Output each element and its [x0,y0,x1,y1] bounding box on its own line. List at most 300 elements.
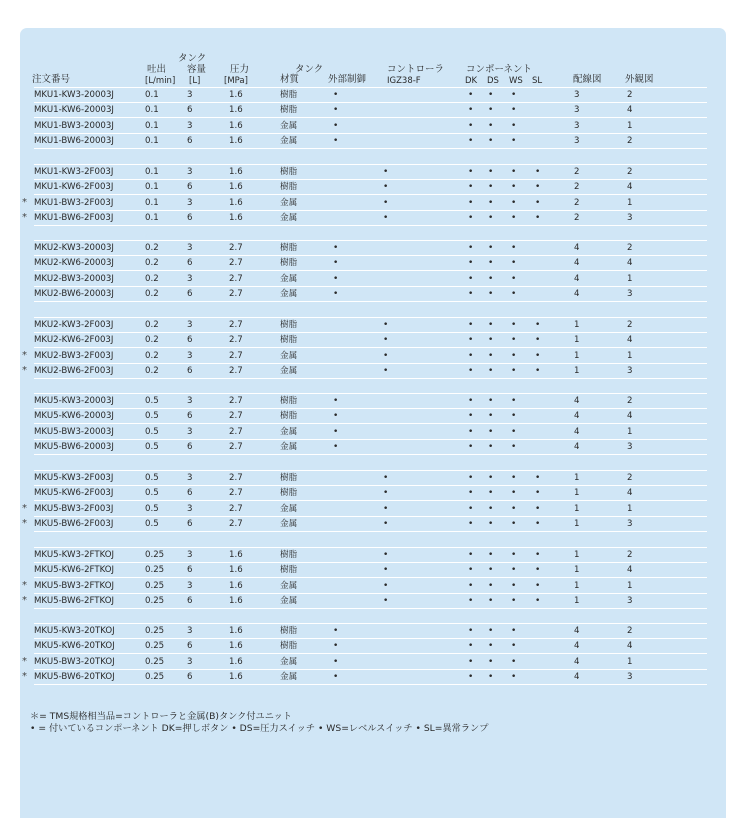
asterisk-marker: * [22,502,27,514]
table-row [34,639,707,654]
order-number-cell: MKU5-KW3-20TKOJ [34,626,115,636]
sl-dot-icon: • [535,518,541,529]
external-control-dot-icon: • [333,641,339,652]
ws-dot-icon: • [511,320,517,330]
wiring-diagram-cell: 1 [574,503,580,514]
appearance-diagram-cell: 1 [627,273,633,284]
table-row [22,594,707,609]
ws-dot-icon: • [511,411,517,422]
discharge-cell: 0.2 [145,335,159,346]
header-tank-capacity-top: タンク [178,53,207,64]
sl-dot-icon: • [535,488,541,499]
ds-dot-icon: • [488,595,494,606]
order-number-cell: MKU5-KW3-2F003J [34,473,114,483]
order-number-cell: MKU2-BW3-20003J [34,273,114,284]
wiring-diagram-cell: 1 [574,350,580,361]
ds-dot-icon: • [488,473,494,483]
capacity-cell: 3 [187,350,193,361]
controller-dot-icon: • [383,473,389,483]
dk-dot-icon: • [468,441,474,452]
order-number-cell: MKU5-KW6-2F003J [34,488,114,499]
appearance-diagram-cell: 2 [627,167,633,177]
order-number-cell: MKU5-KW3-20003J [34,396,114,406]
ds-dot-icon: • [488,565,494,576]
ds-dot-icon: • [488,335,494,346]
dk-dot-icon: • [468,656,474,667]
capacity-cell: 3 [187,626,193,636]
appearance-diagram-cell: 2 [627,90,633,100]
external-control-dot-icon: • [333,626,339,636]
tank-material-cell: 樹脂 [280,105,298,116]
pressure-cell: 2.7 [229,288,243,299]
sl-dot-icon: • [535,350,541,361]
dk-dot-icon: • [468,120,474,131]
table-row [34,486,707,501]
capacity-cell: 6 [187,641,193,652]
dk-dot-icon: • [468,258,474,269]
capacity-cell: 6 [187,488,193,499]
pressure-cell: 1.6 [229,197,243,208]
dk-dot-icon: • [468,426,474,437]
external-control-dot-icon: • [333,105,339,116]
table-row [34,119,707,134]
capacity-cell: 6 [187,518,193,529]
note-dot: • = 付いているコンポーネント DK=押しボタン • DS=圧力スイッチ • WS=レベルスイッチ • SL=異常ランプ [30,723,489,734]
pressure-cell: 2.7 [229,426,243,437]
controller-dot-icon: • [383,550,389,560]
ws-dot-icon: • [511,550,517,560]
wiring-diagram-cell: 4 [574,258,580,269]
sl-dot-icon: • [535,197,541,208]
header-capacity-unit: [L] [189,76,201,86]
external-control-dot-icon: • [333,90,339,100]
sl-dot-icon: • [535,580,541,591]
discharge-cell: 0.25 [145,656,165,667]
header-wiring-diagram: 配線図 [573,74,602,85]
ds-dot-icon: • [488,212,494,223]
ws-dot-icon: • [511,212,517,223]
discharge-cell: 0.5 [145,473,159,483]
discharge-cell: 0.5 [145,426,159,437]
capacity-cell: 3 [187,273,193,284]
dk-dot-icon: • [468,212,474,223]
pressure-cell: 1.6 [229,550,243,560]
ws-dot-icon: • [511,182,517,193]
table-row [34,333,707,348]
pressure-cell: 2.7 [229,320,243,330]
appearance-diagram-cell: 4 [627,488,633,499]
table-row [34,318,707,333]
asterisk-marker: * [22,670,27,682]
dk-dot-icon: • [468,518,474,529]
ws-dot-icon: • [511,167,517,177]
sl-dot-icon: • [535,550,541,560]
appearance-diagram-cell: 4 [627,641,633,652]
sl-dot-icon: • [535,212,541,223]
table-row [22,502,707,517]
appearance-diagram-cell: 3 [627,441,633,452]
capacity-cell: 6 [187,411,193,422]
table-row [34,88,707,103]
ws-dot-icon: • [511,258,517,269]
pressure-cell: 1.6 [229,105,243,116]
capacity-cell: 3 [187,90,193,100]
ws-dot-icon: • [511,473,517,483]
pressure-cell: 1.6 [229,90,243,100]
table-row [22,364,707,379]
table-row [34,425,707,440]
dk-dot-icon: • [468,197,474,208]
capacity-cell: 6 [187,212,193,223]
ds-dot-icon: • [488,350,494,361]
ds-dot-icon: • [488,105,494,116]
header-capacity: 容量 [187,64,207,75]
ds-dot-icon: • [488,243,494,253]
discharge-cell: 0.1 [145,167,159,177]
appearance-diagram-cell: 2 [627,473,633,483]
appearance-diagram-cell: 3 [627,288,633,299]
ds-dot-icon: • [488,441,494,452]
discharge-cell: 0.1 [145,135,159,146]
controller-dot-icon: • [383,167,389,177]
wiring-diagram-cell: 1 [574,335,580,346]
discharge-cell: 0.2 [145,350,159,361]
ws-dot-icon: • [511,488,517,499]
asterisk-marker: * [22,517,27,529]
appearance-diagram-cell: 4 [627,182,633,193]
order-number-cell: MKU2-KW3-20003J [34,243,114,253]
order-number-cell: MKU5-BW3-20TKOJ [34,656,115,667]
tank-material-cell: 金属 [280,197,298,208]
dk-dot-icon: • [468,503,474,514]
appearance-diagram-cell: 2 [627,626,633,636]
dk-dot-icon: • [468,671,474,682]
external-control-dot-icon: • [333,396,339,406]
discharge-cell: 0.25 [145,580,165,591]
controller-dot-icon: • [383,182,389,193]
dk-dot-icon: • [468,243,474,253]
tank-material-cell: 金属 [280,350,298,361]
capacity-cell: 3 [187,580,193,591]
pressure-cell: 1.6 [229,641,243,652]
ds-dot-icon: • [488,488,494,499]
pressure-cell: 1.6 [229,212,243,223]
wiring-diagram-cell: 4 [574,641,580,652]
tank-material-cell: 樹脂 [280,411,298,422]
discharge-cell: 0.2 [145,365,159,376]
discharge-cell: 0.25 [145,641,165,652]
wiring-diagram-cell: 3 [574,120,580,131]
dk-dot-icon: • [468,105,474,116]
ds-dot-icon: • [488,656,494,667]
header-pressure: 圧力 [230,64,250,75]
appearance-diagram-cell: 2 [627,135,633,146]
header-component: コンポーネント [466,64,533,75]
appearance-diagram-cell: 1 [627,580,633,591]
order-number-cell: MKU1-KW6-2F003J [34,182,114,193]
appearance-diagram-cell: 4 [627,565,633,576]
wiring-diagram-cell: 1 [574,320,580,330]
wiring-diagram-cell: 1 [574,518,580,529]
tank-material-cell: 樹脂 [280,396,298,406]
external-control-dot-icon: • [333,656,339,667]
wiring-diagram-cell: 1 [574,488,580,499]
sl-dot-icon: • [535,565,541,576]
table-row [34,272,707,287]
pressure-cell: 2.7 [229,441,243,452]
table-row [34,180,707,195]
ws-dot-icon: • [511,350,517,361]
appearance-diagram-cell: 3 [627,671,633,682]
wiring-diagram-cell: 4 [574,441,580,452]
header-ws: WS [509,76,523,86]
discharge-cell: 0.5 [145,518,159,529]
appearance-diagram-cell: 1 [627,503,633,514]
capacity-cell: 3 [187,243,193,253]
sl-dot-icon: • [535,320,541,330]
order-number-cell: MKU1-KW3-20003J [34,90,114,100]
asterisk-marker: * [22,349,27,361]
table-row [34,134,707,149]
tank-material-cell: 金属 [280,671,298,682]
discharge-cell: 0.1 [145,182,159,193]
discharge-cell: 0.2 [145,243,159,253]
spec-table-panel [20,28,726,818]
appearance-diagram-cell: 3 [627,595,633,606]
appearance-diagram-cell: 2 [627,320,633,330]
controller-dot-icon: • [383,503,389,514]
tank-material-cell: 金属 [280,426,298,437]
wiring-diagram-cell: 3 [574,135,580,146]
pressure-cell: 2.7 [229,411,243,422]
controller-dot-icon: • [383,320,389,330]
pressure-cell: 2.7 [229,273,243,284]
ds-dot-icon: • [488,120,494,131]
wiring-diagram-cell: 1 [574,565,580,576]
appearance-diagram-cell: 4 [627,335,633,346]
ds-dot-icon: • [488,426,494,437]
ws-dot-icon: • [511,518,517,529]
tank-material-cell: 樹脂 [280,565,298,576]
tank-material-cell: 金属 [280,120,298,131]
tank-material-cell: 金属 [280,273,298,284]
discharge-cell: 0.5 [145,411,159,422]
header-controller: コントローラ [387,64,445,75]
pressure-cell: 1.6 [229,580,243,591]
pressure-cell: 2.7 [229,473,243,483]
header-discharge-unit: [L/min] [145,76,176,86]
ws-dot-icon: • [511,426,517,437]
tank-material-cell: 樹脂 [280,243,298,253]
wiring-diagram-cell: 4 [574,656,580,667]
appearance-diagram-cell: 4 [627,105,633,116]
appearance-diagram-cell: 1 [627,656,633,667]
ds-dot-icon: • [488,320,494,330]
discharge-cell: 0.2 [145,320,159,330]
ds-dot-icon: • [488,671,494,682]
wiring-diagram-cell: 4 [574,411,580,422]
wiring-diagram-cell: 1 [574,595,580,606]
tank-material-cell: 金属 [280,135,298,146]
wiring-diagram-cell: 2 [574,212,580,223]
order-number-cell: MKU2-BW6-2F003J [34,365,114,376]
controller-dot-icon: • [383,518,389,529]
sl-dot-icon: • [535,167,541,177]
discharge-cell: 0.1 [145,120,159,131]
capacity-cell: 3 [187,503,193,514]
asterisk-marker: * [22,364,27,376]
order-number-cell: MKU1-KW6-20003J [34,105,114,116]
pressure-cell: 2.7 [229,258,243,269]
controller-dot-icon: • [383,488,389,499]
order-number-cell: MKU1-KW3-2F003J [34,167,114,177]
ws-dot-icon: • [511,626,517,636]
ds-dot-icon: • [488,626,494,636]
capacity-cell: 6 [187,441,193,452]
ws-dot-icon: • [511,120,517,131]
dk-dot-icon: • [468,288,474,299]
appearance-diagram-cell: 1 [627,350,633,361]
order-number-cell: MKU1-BW6-2F003J [34,212,114,223]
controller-dot-icon: • [383,350,389,361]
pressure-cell: 2.7 [229,365,243,376]
order-number-cell: MKU5-BW6-2FTKOJ [34,595,114,606]
dk-dot-icon: • [468,580,474,591]
table-row [34,471,707,486]
controller-dot-icon: • [383,595,389,606]
ds-dot-icon: • [488,288,494,299]
asterisk-marker: * [22,196,27,208]
external-control-dot-icon: • [333,441,339,452]
ws-dot-icon: • [511,365,517,376]
order-number-cell: MKU2-KW6-20003J [34,258,114,269]
capacity-cell: 6 [187,105,193,116]
dk-dot-icon: • [468,641,474,652]
ds-dot-icon: • [488,396,494,406]
capacity-cell: 6 [187,365,193,376]
dk-dot-icon: • [468,167,474,177]
sl-dot-icon: • [535,182,541,193]
ws-dot-icon: • [511,503,517,514]
tank-material-cell: 金属 [280,580,298,591]
capacity-cell: 3 [187,473,193,483]
discharge-cell: 0.2 [145,273,159,284]
table-row [22,579,707,594]
header-material: 材質 [280,74,300,85]
ws-dot-icon: • [511,441,517,452]
sl-dot-icon: • [535,335,541,346]
appearance-diagram-cell: 4 [627,258,633,269]
sl-dot-icon: • [535,473,541,483]
discharge-cell: 0.1 [145,212,159,223]
pressure-cell: 2.7 [229,396,243,406]
table-row [34,624,707,639]
asterisk-marker: * [22,579,27,591]
table-row [22,349,707,364]
appearance-diagram-cell: 3 [627,518,633,529]
order-number-cell: MKU5-KW3-2FTKOJ [34,550,115,560]
pressure-cell: 2.7 [229,243,243,253]
discharge-cell: 0.25 [145,671,165,682]
controller-dot-icon: • [383,335,389,346]
table-row [34,241,707,256]
pressure-cell: 1.6 [229,656,243,667]
wiring-diagram-cell: 3 [574,90,580,100]
dk-dot-icon: • [468,565,474,576]
dk-dot-icon: • [468,626,474,636]
sl-dot-icon: • [535,365,541,376]
capacity-cell: 3 [187,167,193,177]
tank-material-cell: 金属 [280,212,298,223]
tank-material-cell: 金属 [280,503,298,514]
ws-dot-icon: • [511,243,517,253]
table-row [34,563,707,578]
ds-dot-icon: • [488,503,494,514]
external-control-dot-icon: • [333,273,339,284]
wiring-diagram-cell: 4 [574,626,580,636]
wiring-diagram-cell: 1 [574,580,580,591]
pressure-cell: 2.7 [229,335,243,346]
dk-dot-icon: • [468,595,474,606]
appearance-diagram-cell: 1 [627,426,633,437]
order-number-cell: MKU5-BW3-20003J [34,426,114,437]
tank-material-cell: 樹脂 [280,258,298,269]
discharge-cell: 0.5 [145,441,159,452]
tank-material-cell: 樹脂 [280,550,298,560]
external-control-dot-icon: • [333,243,339,253]
appearance-diagram-cell: 3 [627,212,633,223]
external-control-dot-icon: • [333,258,339,269]
external-control-dot-icon: • [333,120,339,131]
table-row [22,196,707,211]
wiring-diagram-cell: 3 [574,105,580,116]
ws-dot-icon: • [511,197,517,208]
sl-dot-icon: • [535,503,541,514]
tank-material-cell: 金属 [280,288,298,299]
pressure-cell: 1.6 [229,167,243,177]
ws-dot-icon: • [511,135,517,146]
ds-dot-icon: • [488,182,494,193]
tank-material-cell: 金属 [280,518,298,529]
ds-dot-icon: • [488,411,494,422]
discharge-cell: 0.25 [145,595,165,606]
appearance-diagram-cell: 2 [627,243,633,253]
appearance-diagram-cell: 2 [627,396,633,406]
pressure-cell: 1.6 [229,182,243,193]
controller-dot-icon: • [383,565,389,576]
pressure-cell: 1.6 [229,626,243,636]
tank-material-cell: 樹脂 [280,488,298,499]
ds-dot-icon: • [488,197,494,208]
table-row [34,409,707,424]
tank-material-cell: 金属 [280,365,298,376]
header-discharge: 吐出 [147,64,167,75]
wiring-diagram-cell: 4 [574,396,580,406]
ws-dot-icon: • [511,671,517,682]
header-controller-model: IGZ38-F [387,76,421,86]
tank-material-cell: 樹脂 [280,167,298,177]
dk-dot-icon: • [468,335,474,346]
note-asterisk: ＊= TMS規格相当品=コントローラと金属(B)タンク付ユニット [30,711,292,722]
table-row [34,165,707,180]
wiring-diagram-cell: 2 [574,197,580,208]
order-number-cell: MKU5-BW3-2FTKOJ [34,580,114,591]
discharge-cell: 0.1 [145,197,159,208]
order-number-cell: MKU5-BW6-20TKOJ [34,671,115,682]
ws-dot-icon: • [511,580,517,591]
wiring-diagram-cell: 4 [574,273,580,284]
appearance-diagram-cell: 4 [627,411,633,422]
